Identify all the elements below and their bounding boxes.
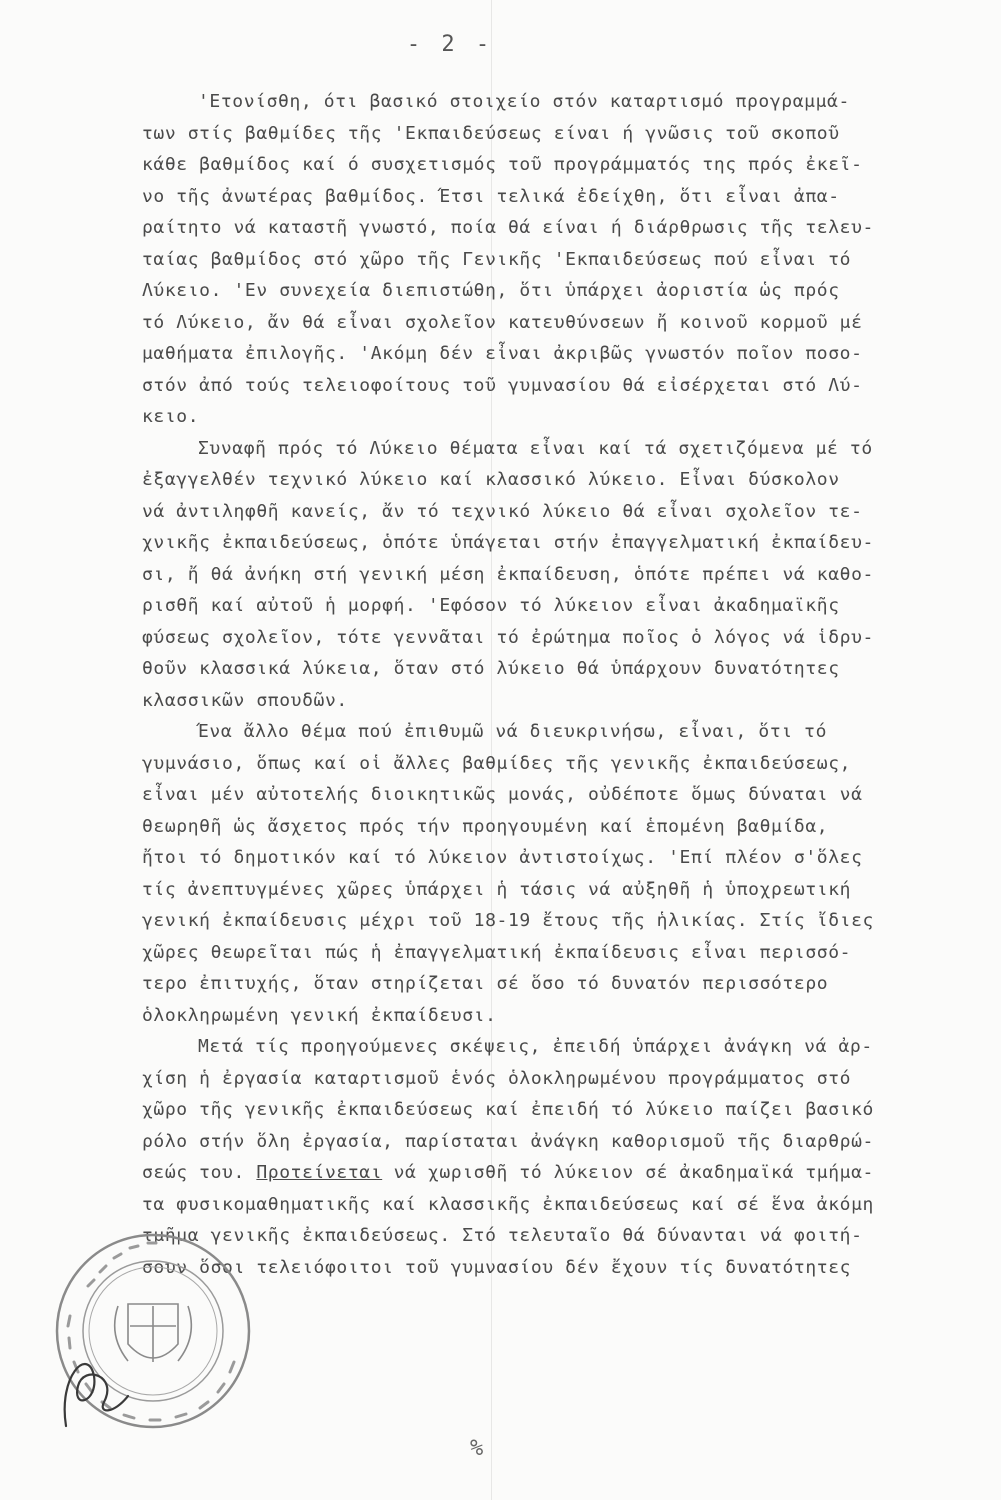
text-line: τίς ἀνεπτυγμένες χῶρες ὑπάρχει ἡ τάσις νά αὐξηθῆ ἡ ὑποχρεωτική — [142, 878, 852, 900]
text-line: σουν ὅσοι τελειόφοιτοι τοῦ γυμνασίου δέν ἔχουν τίς δυνατότητες — [142, 1256, 852, 1278]
text-line: ρισθῆ καί αὐτοῦ ἡ μορφή. 'Εφόσον τό λύκειον εἶναι ἀκαδημαϊκῆς — [142, 595, 840, 616]
text-line: ραίτητο νά καταστῆ γνωστό, ποία θά είναι ή διάρθρωσις τῆς τελευ- — [142, 217, 874, 238]
text-line: θοῦν κλασσικά λύκεια, ὅταν στό λύκειο θά ὑπάρχουν δυνατότητες — [142, 658, 840, 679]
text-line: Ένα ἄλλο θέμα πού ἐπιθυμῶ νά διευκρινήσω, εἶναι, ὅτι τό — [198, 721, 828, 742]
text-line: Λύκειο. 'Εν συνεχεία διεπιστώθη, ὅτι ὑπάρχει ἀοριστία ὡς πρός — [142, 280, 840, 301]
body-text — [142, 86, 992, 1283]
text-line: των στίς βαθμίδες τῆς 'Εκπαιδεύσεως είναι ή γνῶσις τοῦ σκοποῦ — [142, 122, 840, 144]
text-line: 'Ετονίσθη, ότι βασικό στοιχείο στόν καταρτισμό προγραμμά- — [198, 91, 850, 112]
text-line: ταίας βαθμίδος στό χῶρο τῆς Γενικῆς 'Εκπαιδεύσεως πού εἶναι τό — [142, 248, 852, 270]
text-line: στόν ἀπό τούς τελειοφοίτους τοῦ γυμνασίου θά εἰσέρχεται στό Λύ- — [142, 374, 863, 396]
text-line: τμῆμα γενικῆς ἐκπαιδεύσεως. Στό τελευταῖο θά δύνανται νά φοιτή- — [142, 1225, 863, 1246]
seal-ring-lettering-icon — [68, 1243, 234, 1420]
text-line: τό Λύκειο, ἄν θά εἶναι σχολεῖον κατευθύνσεων ἤ κοινοῦ κορμοῦ μέ — [142, 311, 863, 333]
text-line: χῶρες θεωρεῖται πώς ἡ ἐπαγγελματική ἐκπαίδευσις εἶναι περισσό- — [142, 941, 852, 963]
text-line: εἶναι μέν αὐτοτελής διοικητικῶς μονάς, οὐδέποτε ὅμως δύναται νά — [142, 784, 863, 805]
text-line: τερο ἐπιτυχής, ὅταν στηρίζεται σέ ὅσο τό δυνατόν περισσότερο — [142, 973, 829, 994]
text-line: κλασσικῶν σπουδῶν. — [142, 689, 348, 711]
text-line: θεωρηθῆ ὡς ἄσχετος πρός τήν προηγουμένη καί ἑπομένη βαθμίδα, — [142, 815, 829, 837]
text-line — [142, 1157, 992, 1189]
text-line: χνικῆς ἐκπαιδεύσεως, ὁπότε ὑπάγεται στήν ἐπαγγελματική ἐκπαίδευ- — [142, 532, 874, 553]
text-line: φύσεως σχολεῖον, τότε γεννᾶται τό ἐρώτημα ποῖος ὁ λόγος νά ἱδρυ- — [142, 626, 874, 648]
text-line: τα φυσικομαθηματικῆς καί κλασσικῆς ἐκπαιδεύσεως καί σέ ἕνα ἀκόμη — [142, 1193, 874, 1215]
official-seal-stamp — [48, 1226, 258, 1436]
text-line: ὁλοκληρωμένη γενική ἐκπαίδευσι. — [142, 1004, 497, 1026]
continuation-mark: % — [470, 1436, 484, 1461]
text-line: γυμνάσιο, ὅπως καί οἱ ἄλλες βαθμίδες τῆς γενικῆς ἐκπαιδεύσεως, — [142, 752, 852, 774]
seal-coat-of-arms-icon — [115, 1304, 192, 1362]
text-segment: σεώς του. — [142, 1162, 257, 1183]
text-line: ἤτοι τό δημοτικόν καί τό λύκειον ἀντιστοίχως. 'Επί πλέον σ'ὅλες — [142, 847, 863, 868]
text-line: χῶρο τῆς γενικῆς ἐκπαιδεύσεως καί ἐπειδή τό λύκειο παίζει βασικό — [142, 1099, 874, 1120]
text-line: κειο. — [142, 406, 200, 427]
underlined-word: Προτείνεται — [256, 1162, 383, 1183]
text-line: Μετά τίς προηγούμενες σκέψεις, ἐπειδή ὑπάρχει ἀνάγκη νά ἀρ- — [198, 1036, 873, 1057]
text-line: ἐξαγγελθέν τεχνικό λύκειο καί κλασσικό λύκειο. Εἶναι δύσκολον — [142, 469, 840, 490]
text-line: νά ἀντιληφθῆ κανείς, ἄν τό τεχνικό λύκειο θά εἶναι σχολεῖον τε- — [142, 500, 863, 522]
text-line: Συναφῆ πρός τό Λύκειο θέματα εἶναι καί τά σχετιζόμενα μέ τό — [198, 437, 873, 459]
text-line: κάθε βαθμίδος καί ό συσχετισμός τοῦ προγράμματός της πρός ἐκεῖ- — [142, 154, 863, 175]
text-line: νο τῆς ἀνωτέρας βαθμίδος. Έτσι τελικά ἐδείχθη, ὅτι εἶναι ἀπα- — [142, 185, 840, 207]
text-line: σι, ἤ θά ἀνήκη στή γενική μέση ἐκπαίδευση, ὁπότε πρέπει νά καθο- — [142, 563, 874, 585]
text-segment: νά χωρισθῆ τό λύκειον σέ ἀκαδημαϊκά τμήμα- — [382, 1162, 874, 1183]
text-line: ρόλο στήν ὅλη ἐργασία, παρίσταται ἀνάγκη καθορισμοῦ τῆς διαρθρώ- — [142, 1130, 874, 1152]
text-line: μαθήματα ἐπιλογῆς. 'Ακόμη δέν εἶναι ἀκριβῶς γνωστόν ποῖον ποσο- — [142, 343, 863, 364]
page-number: - 2 - — [406, 32, 494, 57]
text-line: χίση ἡ ἐργασία καταρτισμοῦ ἑνός ὁλοκληρωμένου προγράμματος στό — [142, 1067, 852, 1089]
text-line: γενική ἐκπαίδευσις μέχρι τοῦ 18-19 ἔτους τῆς ἡλικίας. Στίς ἴδιες — [142, 910, 874, 931]
